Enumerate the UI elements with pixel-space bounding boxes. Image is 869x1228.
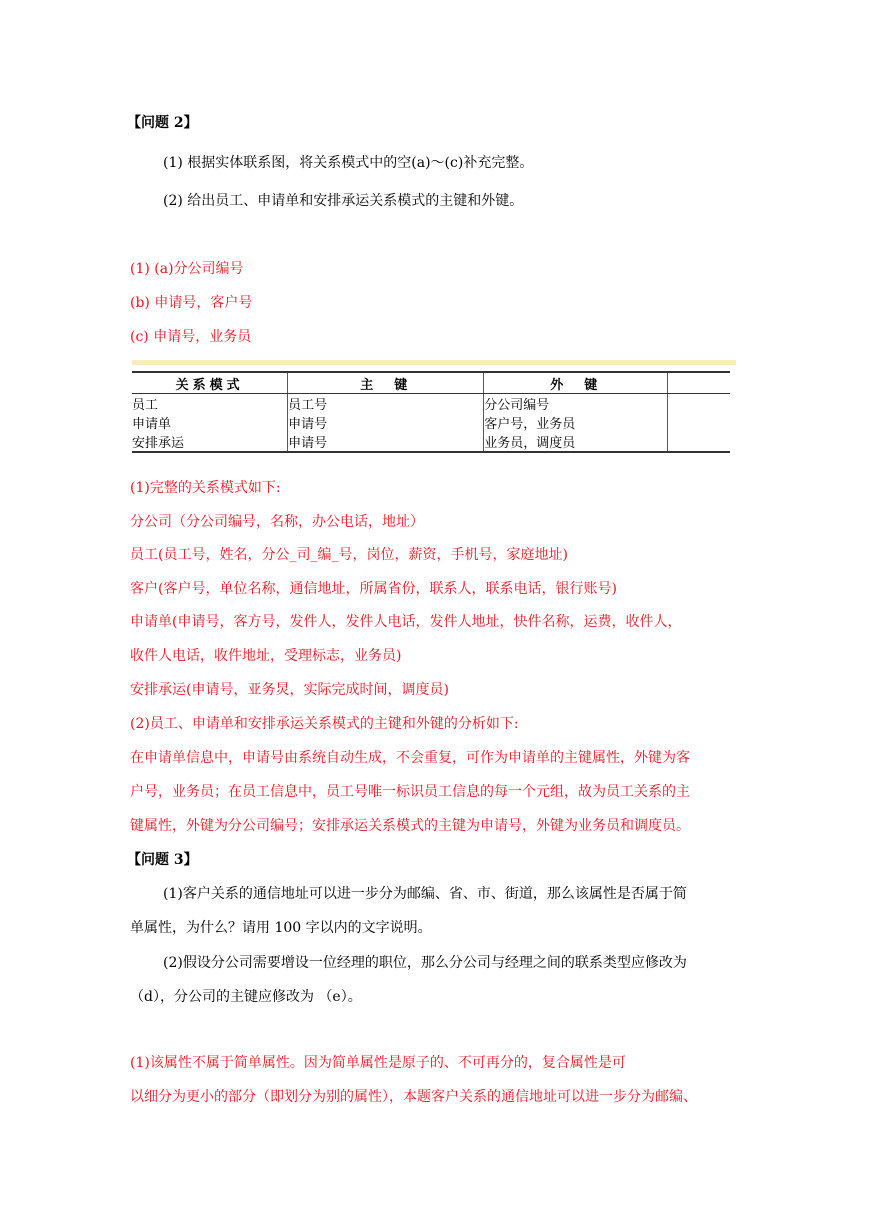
header-foreign-key: 外 键 (484, 372, 668, 394)
cell-empty (668, 432, 730, 452)
table-row (132, 413, 730, 432)
question-3-item-1b: 单属性，为什么？请用 100 字以内的文字说明。 (130, 920, 432, 936)
analysis-line-5: 申请单(申请号，客方号，发件人，发件人电话，发件人地址，快件名称，运费，收件人， (130, 614, 682, 630)
cell-foreign-key: 分公司编号 (484, 394, 668, 414)
analysis-line-2: 分公司（分公司编号，名称，办公电话，地址） (130, 514, 424, 530)
analysis-line-1: (1)完整的关系模式如下: (130, 480, 281, 496)
analysis-line-4: 客户(客户号，单位名称，通信地址，所属省份，联系人，联系电话，银行账号) (130, 581, 617, 597)
answer-3-line-1: (1)该属性不属于简单属性。因为简单属性是原子的、不可再分的，复合属性是可 (130, 1055, 626, 1071)
question-2-heading: 【问题 2】 (127, 115, 198, 131)
answer-2-c: (c) 申请号，业务员 (130, 329, 252, 345)
answer-2-a: (1) (a)分公司编号 (130, 261, 244, 277)
table-row (132, 394, 730, 414)
key-table (132, 360, 736, 453)
analysis-line-8: (2)员工、申请单和安排承运关系模式的主键和外键的分析如下: (130, 716, 519, 732)
question-3-item-2a: (2)假设分公司需要增设一位经理的职位，那么分公司与经理之间的联系类型应修改为 (163, 955, 687, 971)
analysis-line-10: 户号，业务员；在员工信息中，员工号唯一标识员工信息的每一个元组，故为员工关系的主 (130, 784, 690, 800)
table-header-row (132, 372, 730, 394)
cell-relation: 员工 (132, 394, 288, 414)
cell-empty (668, 394, 730, 414)
cell-empty (668, 413, 730, 432)
answer-2-b: (b) 申请号，客户号 (130, 295, 253, 311)
cell-foreign-key: 客户号，业务员 (484, 413, 668, 432)
table-top-band (132, 360, 736, 365)
cell-primary-key: 员工号 (288, 394, 484, 414)
table-row (132, 432, 730, 452)
cell-primary-key: 申请号 (288, 413, 484, 432)
analysis-line-11: 键属性，外键为分公司编号；安排承运关系模式的主键为申请号，外键为业务员和调度员。 (130, 818, 690, 834)
analysis-line-9: 在申请单信息中，申请号由系统自动生成，不会重复，可作为申请单的主键属性，外键为客 (130, 750, 690, 766)
answer-3-line-2: 以细分为更小的部分（即划分为别的属性），本题客户关系的通信地址可以进一步分为邮编、 (130, 1089, 697, 1105)
header-relation-schema: 关系模式 (132, 372, 288, 394)
key-table-grid (132, 371, 730, 453)
question-3-item-2b: （d），分公司的主键应修改为 （e）。 (130, 989, 362, 1005)
analysis-line-3: 员工(员工号，姓名，分公_司_编_号，岗位，薪资，手机号，家庭地址) (130, 547, 568, 563)
question-3-heading: 【问题 3】 (127, 852, 198, 868)
cell-foreign-key: 业务员，调度员 (484, 432, 668, 452)
cell-primary-key: 申请号 (288, 432, 484, 452)
cell-relation: 安排承运 (132, 432, 288, 452)
question-2-item-2: (2) 给出员工、申请单和安排承运关系模式的主键和外键。 (163, 193, 524, 209)
question-2-item-1: (1) 根据实体联系图，将关系模式中的空(a)～(c)补充完整。 (163, 155, 534, 171)
question-3-item-1a: (1)客户关系的通信地址可以进一步分为邮编、省、市、街道，那么该属性是否属于简 (163, 886, 687, 902)
analysis-line-7: 安排承运(申请号，亚务炅，实际完成时间，调度员) (130, 682, 449, 698)
analysis-line-6: 收件人电话，收件地址，受理标志，业务员) (130, 648, 402, 664)
header-primary-key: 主 键 (288, 372, 484, 394)
header-empty (668, 372, 730, 394)
cell-relation: 申请单 (132, 413, 288, 432)
